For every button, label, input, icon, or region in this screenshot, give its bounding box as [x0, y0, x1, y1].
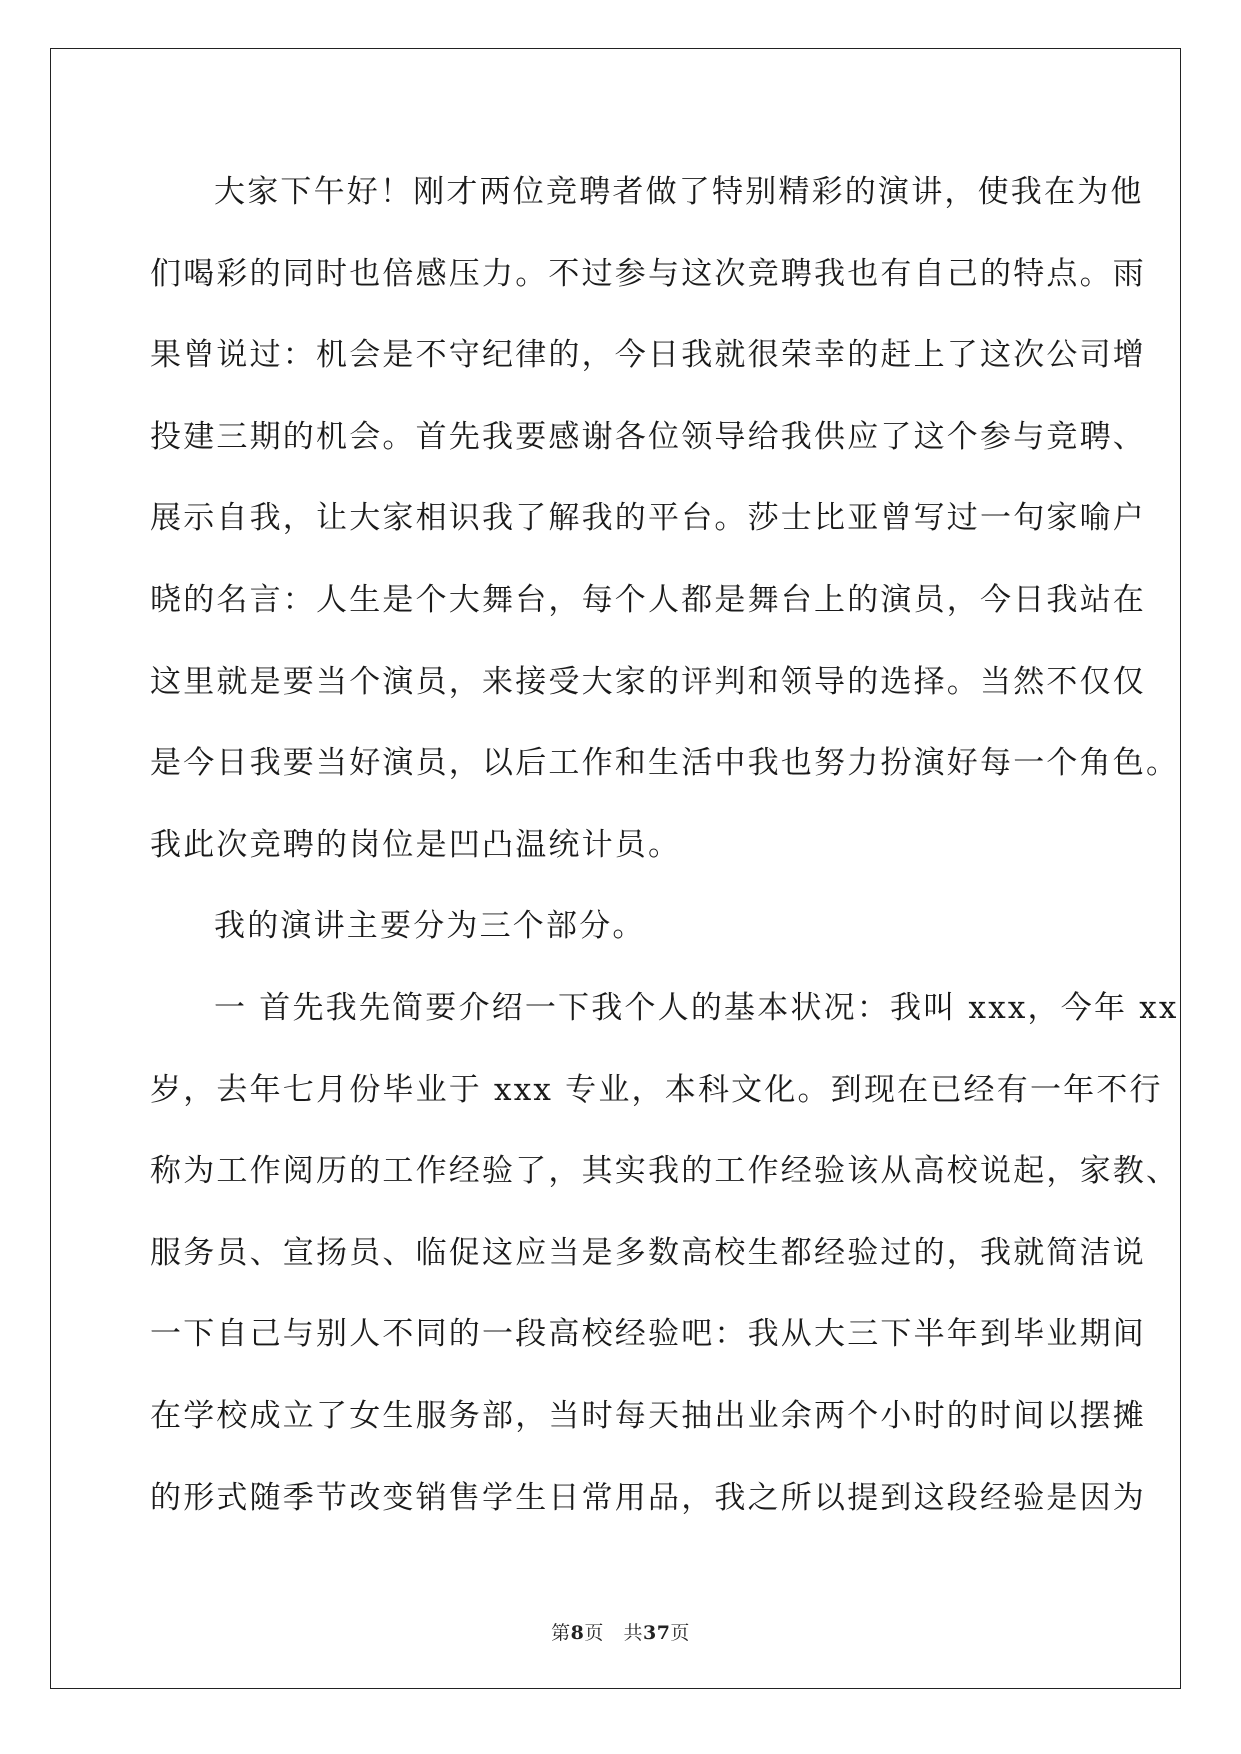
paragraph-line: 称为工作阅历的工作经验了，其实我的工作经验该从高校说起，家教、 [150, 1153, 1180, 1190]
paragraph-line: 大家下午好！刚才两位竞聘者做了特别精彩的演讲，使我在为他 [214, 174, 1144, 210]
paragraph-line: 在学校成立了女生服务部，当时每天抽出业余两个小时的时间以摆摊 [150, 1397, 1146, 1434]
paragraph-line: 服务员、宣扬员、临促这应当是多数高校生都经验过的，我就简洁说 [150, 1234, 1146, 1271]
page-footer [0, 1618, 1241, 1645]
page-number: 8 [570, 1622, 585, 1644]
paragraph-line: 我的演讲主要分为三个部分。 [214, 908, 646, 945]
paragraph-line: 们喝彩的同时也倍感压力。不过参与这次竞聘我也有自己的特点。雨 [150, 255, 1146, 292]
total-pages: 37 [642, 1622, 671, 1644]
page-suffix: 页 [584, 1622, 604, 1644]
paragraph-line: 展示自我，让大家相识我了解我的平台。莎士比亚曾写过一句家喻户 [150, 500, 1146, 537]
paragraph-line: 一 首先我先简要介绍一下我个人的基本状况：我叫 xxx，今年 xx [214, 989, 1179, 1026]
total-prefix: 共 [623, 1622, 643, 1644]
paragraph-line: 投建三期的机会。首先我要感谢各位领导给我供应了这个参与竞聘、 [150, 418, 1146, 455]
total-suffix: 页 [670, 1622, 690, 1644]
document-body [150, 152, 1180, 1539]
paragraph-line: 这里就是要当个演员，来接受大家的评判和领导的选择。当然不仅仅 [150, 663, 1146, 700]
paragraph-line: 果曾说过：机会是不守纪律的，今日我就很荣幸的赶上了这次公司增 [150, 337, 1146, 374]
paragraph-line: 晓的名言：人生是个大舞台，每个人都是舞台上的演员，今日我站在 [150, 581, 1146, 618]
paragraph-line: 的形式随季节改变销售学生日常用品，我之所以提到这段经验是因为 [150, 1479, 1146, 1516]
paragraph-line: 我此次竞聘的岗位是凹凸温统计员。 [150, 826, 682, 863]
paragraph-line: 是今日我要当好演员，以后工作和生活中我也努力扮演好每一个角色。 [150, 745, 1180, 782]
paragraph-line: 岁，去年七月份毕业于 xxx 专业，本科文化。到现在已经有一年不行 [150, 1071, 1163, 1108]
page-prefix: 第 [551, 1622, 571, 1644]
paragraph-line: 一下自己与别人不同的一段高校经验吧：我从大三下半年到毕业期间 [150, 1316, 1146, 1353]
